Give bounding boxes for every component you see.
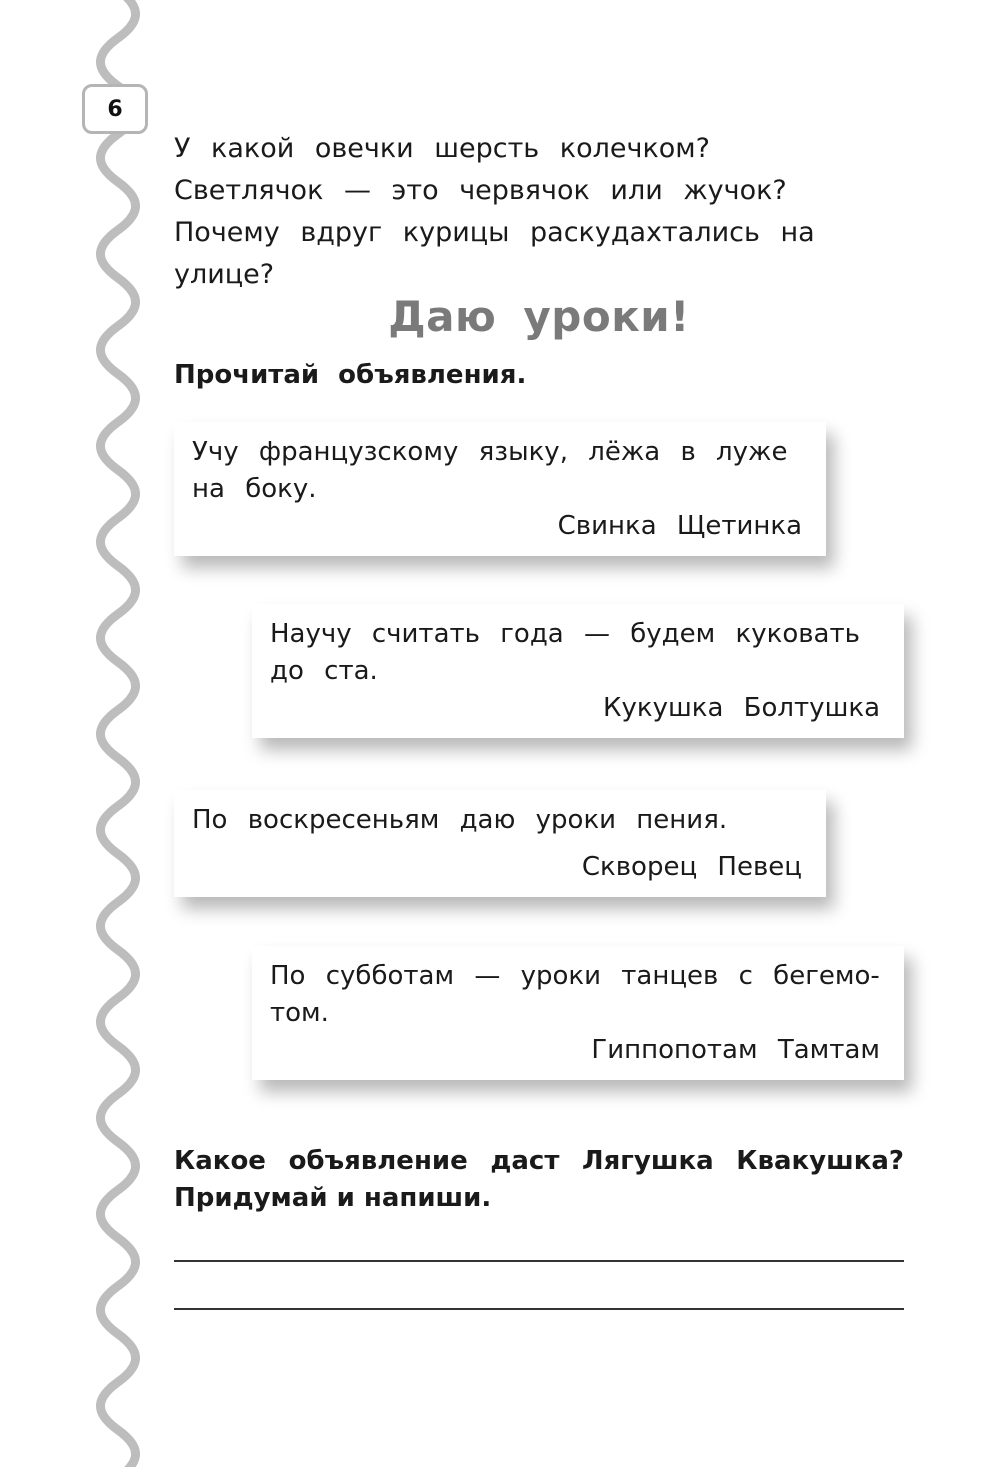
question-line: Светлячок — это червячок или жучок? <box>174 175 787 206</box>
ad-author: Свинка Щетинка <box>557 511 802 541</box>
ad-author: Кукушка Болтушка <box>603 693 880 723</box>
instruction-text: Прочитай объявления. <box>174 360 527 390</box>
writing-line[interactable] <box>174 1308 904 1310</box>
task-word: даст <box>490 1146 560 1176</box>
writing-line[interactable] <box>174 1260 904 1262</box>
ad-text: По воскресеньям даю уроки пения. <box>192 805 728 835</box>
ad-card <box>174 790 826 897</box>
ad-card <box>252 946 904 1080</box>
question-line: У какой овечки шерсть колечком? <box>174 133 710 164</box>
ad-card <box>252 604 904 738</box>
question-line: Почему вдруг курицы раскудахтались на улице? <box>174 217 815 290</box>
section-title: Даю уроки! <box>388 292 690 341</box>
task-word: объявление <box>288 1146 468 1176</box>
task-word: Квакушка? <box>736 1146 904 1176</box>
ad-text: По субботам — уроки танцев с бегемо-том. <box>270 961 880 1028</box>
questions-block <box>174 128 904 296</box>
wavy-line-icon <box>80 0 160 1467</box>
task-word: Лягушка <box>582 1146 714 1176</box>
ad-text: Учу французскому языку, лёжа в луже на боку. <box>192 437 788 504</box>
page-number: 6 <box>82 84 148 134</box>
task-instruction: Придумай и напиши. <box>174 1183 492 1213</box>
ad-text: Научу считать года — будем куковать до ста. <box>270 619 860 686</box>
task-question <box>174 1143 904 1180</box>
task-text <box>174 1143 904 1217</box>
ad-author: Скворец Певец <box>581 852 802 882</box>
ad-card <box>174 422 826 556</box>
task-word: Какое <box>174 1146 266 1176</box>
ad-author: Гиппопотам Тамтам <box>591 1035 880 1065</box>
